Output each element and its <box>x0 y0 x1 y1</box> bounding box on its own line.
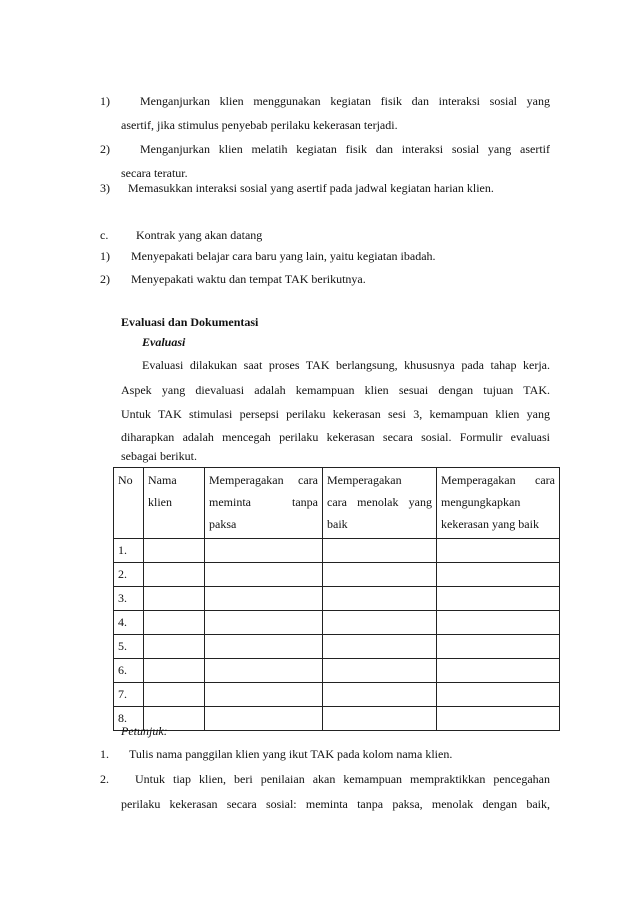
subsection-heading: Evaluasi <box>142 335 186 349</box>
list-item-continuation: perilaku kekerasan secara sosial: meminta tanpa paksa, menolak dengan baik, <box>121 797 550 811</box>
header-cell-no: No <box>114 468 144 539</box>
table-cell <box>323 539 437 563</box>
list-item-continuation: asertif, jika stimulus penyebab perilaku kekerasan terjadi. <box>121 118 398 132</box>
list-item-text: Menganjurkan klien melatih kegiatan fisik dan interaksi sosial yang asertif <box>140 142 550 156</box>
list-number: 2) <box>100 272 110 286</box>
table-cell <box>437 659 560 683</box>
paragraph-line: sebagai berikut. <box>121 449 197 463</box>
table-row <box>114 539 560 563</box>
list-number: 1) <box>100 94 110 108</box>
paragraph-line: Untuk TAK stimulasi persepsi perilaku kekerasan sesi 3, kemampuan klien yang <box>121 407 550 421</box>
table-row <box>114 683 560 707</box>
table-cell <box>323 563 437 587</box>
list-number: 2) <box>100 142 110 156</box>
table-cell <box>437 683 560 707</box>
list-number: 2. <box>100 772 109 786</box>
list-item-text: Untuk tiap klien, beri penilaian akan kemampuan mempraktikkan pencegahan <box>135 772 550 786</box>
table-row <box>114 563 560 587</box>
list-item-text: Menganjurkan klien menggunakan kegiatan fisik dan interaksi sosial yang <box>140 94 550 108</box>
table-cell <box>144 587 205 611</box>
list-item-text: Memasukkan interaksi sosial yang asertif pada jadwal kegiatan harian klien. <box>128 181 494 195</box>
table-cell <box>323 587 437 611</box>
section-title: Kontrak yang akan datang <box>136 228 263 242</box>
list-number: 1. <box>100 747 109 761</box>
row-number: 1. <box>114 539 144 563</box>
table-cell <box>144 659 205 683</box>
row-number: 8. <box>114 707 144 731</box>
evaluation-table <box>113 467 560 731</box>
table-row <box>114 659 560 683</box>
list-number: 1) <box>100 249 110 263</box>
list-item-continuation: secara teratur. <box>121 166 188 180</box>
table-row <box>114 635 560 659</box>
row-number: 6. <box>114 659 144 683</box>
table-cell <box>323 707 437 731</box>
table-cell <box>205 659 323 683</box>
row-number: 7. <box>114 683 144 707</box>
paragraph-line: Aspek yang dievaluasi adalah kemampuan klien sesuai dengan tujuan TAK. <box>121 383 550 397</box>
section-heading: Evaluasi dan Dokumentasi <box>121 315 259 329</box>
table-cell <box>323 611 437 635</box>
table-cell <box>205 683 323 707</box>
paragraph-line: Evaluasi dilakukan saat proses TAK berlangsung, khususnya pada tahap kerja. <box>142 358 550 372</box>
table-cell <box>205 611 323 635</box>
table-cell <box>144 635 205 659</box>
header-cell-express: Memperagakan cara mengungkapkan kekerasan yang baik <box>437 468 560 539</box>
list-item-text: Menyepakati belajar cara baru yang lain, yaitu kegiatan ibadah. <box>131 249 436 263</box>
table-cell <box>205 539 323 563</box>
paragraph-line: diharapkan adalah mencegah perilaku kekerasan secara sosial. Formulir evaluasi <box>121 430 550 444</box>
row-number: 4. <box>114 611 144 635</box>
header-cell-refuse: Memperagakan cara menolak yang baik <box>323 468 437 539</box>
row-number: 2. <box>114 563 144 587</box>
table-header-row <box>114 468 560 539</box>
header-cell-request: Memperagakan cara meminta tanpa paksa <box>205 468 323 539</box>
table-row <box>114 611 560 635</box>
table-cell <box>323 683 437 707</box>
table-row <box>114 587 560 611</box>
table-cell <box>437 707 560 731</box>
table-cell <box>205 635 323 659</box>
section-letter: c. <box>100 228 109 242</box>
row-number: 5. <box>114 635 144 659</box>
list-number: 3) <box>100 181 110 195</box>
table-cell <box>323 659 437 683</box>
table-cell <box>205 587 323 611</box>
table-cell <box>205 707 323 731</box>
table-cell <box>323 635 437 659</box>
table-row <box>114 707 560 731</box>
table-cell <box>205 563 323 587</box>
list-item-text: Menyepakati waktu dan tempat TAK berikutnya. <box>131 272 366 286</box>
table-cell <box>437 611 560 635</box>
row-number: 3. <box>114 587 144 611</box>
table-cell <box>144 563 205 587</box>
table-cell <box>437 539 560 563</box>
table-cell <box>144 683 205 707</box>
header-cell-name: Nama klien <box>144 468 205 539</box>
table-cell <box>144 539 205 563</box>
list-item-text: Tulis nama panggilan klien yang ikut TAK pada kolom nama klien. <box>129 747 453 761</box>
table-cell <box>437 587 560 611</box>
table-cell <box>144 611 205 635</box>
instructions-title: Petunjuk: <box>121 724 168 738</box>
table-cell <box>437 563 560 587</box>
table-cell <box>437 635 560 659</box>
